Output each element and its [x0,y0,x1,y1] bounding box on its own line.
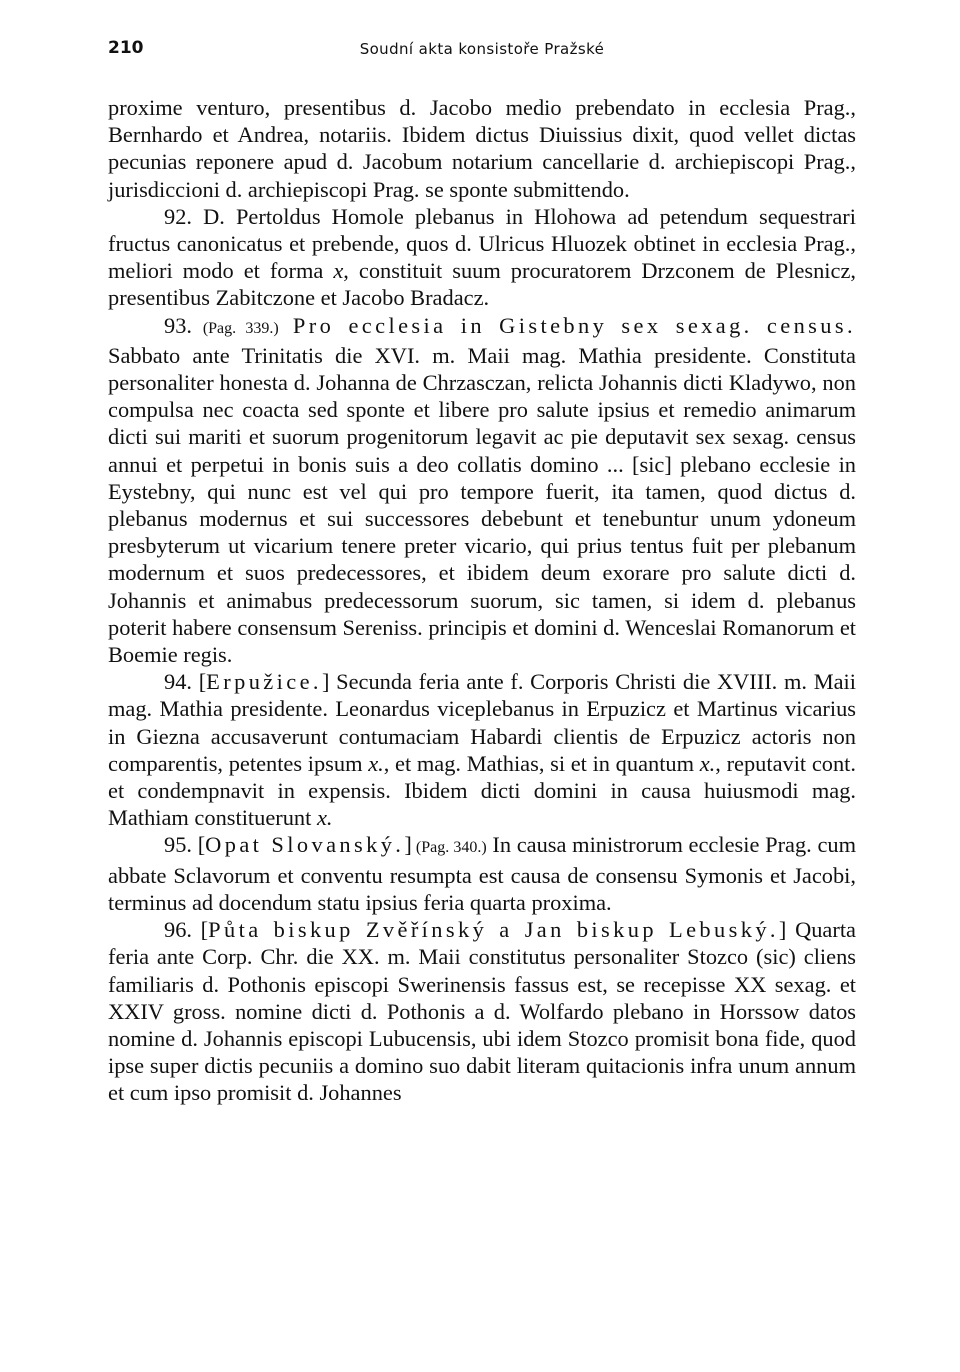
bracket-close: ] [321,669,330,695]
bracket-open: [ [197,832,206,858]
paragraph-text: proxime venturo, presentibus d. Jacobo medio prebendato in ecclesia Prag., Bernhardo et Andrea, notariis. Ibidem dictus Diuissius dixit, quod vellet dictas pecunias reponere apud d. Jacobum notarium cancellarie d. archiepiscopi Prag., jurisdiccioni d. archiepiscopi Prag. se sponte submittendo. [108,95,856,202]
bracket-close: ] [404,832,412,858]
running-header [108,38,856,72]
abbrev-x: x. [368,750,384,776]
entry-96 [108,916,856,1106]
abbrev-x: x. [699,750,716,776]
entry-text: , et mag. Mathias, si et in quantum [383,750,700,776]
entry-text: 92. D. Pertoldus Homole plebanus in Hlohowa ad petendum sequestrari fructus canonicatus et prebende, quos d. Ulricus Hluozek obtinet in ecclesia Prag., meliori modo et forma [108,203,856,284]
entry-text: , reputavit cont. et condempnavit in expensis. Ibidem dicti domini in causa huiusmodi mag. Mathiam constituerunt [108,750,856,831]
body-text [108,94,856,1107]
entry-text: In causa ministrorum ecclesie Prag. cum abbate Sclavorum et conventu resumpta est causa de consensu Symonis et Jacobi, terminus ad docendum statu ipsius feria quarta proxima. [108,832,857,915]
page-number: 210 [108,38,144,58]
entry-text: Quarta feria ante Corp. Chr. die XX. m. Maii constitutus personaliter Stozco (sic) cliens familiaris d. Pothonis episcopi Swerinensis fassus est, se recepisse XX sexag. et XXIV gross. nomine dicti d. Pothonis a d. Wolfardo plebano in Horssow datos nomine d. Johannis episcopi Lubucensis, ubi idem Stozco promisit bona fide, quod ipse super dictis pecuniis a domino suo dabit literam quitacionis infra unum annum et cum ipso promisit d. Johannes [108,917,856,1106]
entry-95 [108,831,856,916]
abbrev-x: x. [316,805,333,831]
entry-93 [108,312,856,669]
running-title: Soudní akta konsistoře Pražské [359,40,605,58]
entry-text: , constituit suum procuratorem Drzconem de Plesnicz, presentibus Zabitczone et Jacobo Bradacz. [108,258,856,311]
paragraph-continuation [108,94,856,203]
entry-heading: Erpužice. [206,669,322,695]
bracket-open: [ [198,669,207,695]
bracket-open: [ [200,917,209,943]
entry-text: Sabbato ante Trinitatis die XVI. m. Maii mag. Mathia presidente. Constituta personaliter honesta d. Johanna de Chrzasczan, relicta Johannis dicti Kladywo, non compulsa nec coacta sed sponte et libere pro salute ipsius et remedio animarum dicti sui mariti et suorum progenitorum legavit ac pie deputavit sex sexag. census annui et perpetui in bonis suis a deo collatis domino ... [sic] plebano ecclesie in Eystebny, qui nunc est vel qui pro tempore fuerit, ita tamen, quod dictus d. plebanus modernus et sui successores debebunt et tenebuntur unum ydoneum presbyterum ut vicarium tenere preter vicario, qui prius tentus fuit per plebanum modernum et suos predecessores, et ibidem deum exorare pro salute dicti d. Johannis et animabus predecessorum suorum, sic tamen, si idem d. plebanus poterit habere consensum Sereniss. principis et domini d. Wenceslai Romanorum et Boemie regis. [108,342,856,668]
bracket-close: ] [778,917,787,943]
entry-heading: Opat Slovanský. [205,832,405,858]
page-reference: (Pag. 340.) [411,839,487,857]
entry-heading: Pro ecclesia in Gistebny sex sexag. census. [278,312,856,338]
document-page [108,38,856,1338]
abbrev-x: x [333,258,344,284]
entry-number: 96. [164,917,201,943]
entry-number: 94. [164,669,199,695]
entry-text: Secunda feria ante f. Corporis Christi die XVIII. m. Maii mag. Mathia presidente. Leonardus viceplebanus in Erpuzicz et Martinus vicarius in Giezna accusaverunt contumaciam Habardi clientis de Erpuzicz actoris non comparentis, petentes ipsum [108,669,856,776]
entry-94 [108,668,856,831]
entry-heading: Půta biskup Zvěřínský a Jan biskup Lebuský. [208,917,779,943]
page-reference: (Pag. 339.) [202,319,279,337]
entry-92 [108,203,856,312]
entry-number: 95. [164,832,198,858]
entry-number: 93. [164,312,203,338]
